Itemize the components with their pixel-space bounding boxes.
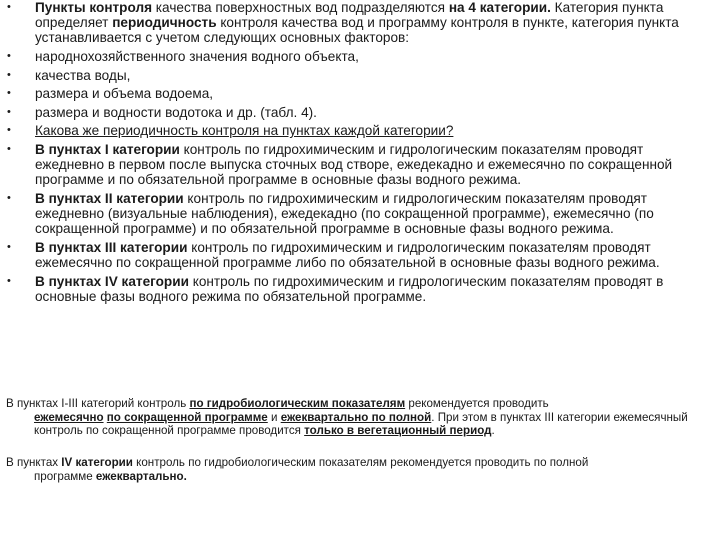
bold-text: периодичность [112, 15, 217, 31]
bullet-dot: • [7, 142, 11, 155]
hydrobio-paragraph-1 [6, 397, 716, 438]
item-text: контроля качества вод и программу контроля в пункте, категория пункта устанавливается с учетом следующих основных факторов: [35, 15, 679, 46]
bullet-dot: • [7, 240, 11, 253]
item-text: контроль по гидрохимическим и гидрологическим показателям проводят ежедневно (визуальные наблюдения), ежедекадно (по сокращенной программе), ежемесячно (по сокращенной программе) и по обязательной программе в основные фазы водного режима. [35, 190, 654, 237]
bold-underlined-text: по сокращенной программе [106, 410, 268, 424]
list-item [0, 142, 712, 188]
item-text: контроль по гидрохимическим и гидрологическим показателям проводят ежедневно в первом после выпуска сточных вод створе, ежедекадно и ежемесячно по сокращенной программе и по обязательной программе в основные фазы водного режима. [35, 141, 673, 188]
list-item [0, 68, 712, 83]
bold-underlined-text: ежемесячно [34, 410, 104, 424]
bold-underlined-text: только в вегетационный период [304, 424, 492, 438]
para-text: и [267, 410, 281, 424]
para-text: В пунктах I-III категорий контроль [6, 397, 190, 410]
bold-text: IV категории [61, 456, 133, 469]
list-item [0, 123, 712, 138]
para-text: контроль по гидробиологическим показателям рекомендуется проводить по полной [132, 456, 589, 469]
item-text: размера и объема водоема, [35, 86, 214, 102]
list-item [0, 49, 712, 64]
item-text: народнохозяйственного значения водного объекта, [35, 49, 359, 64]
bold-text: Пункты контроля [35, 0, 153, 15]
bullet-dot: • [7, 124, 11, 137]
item-text: контроль по гидрохимическим и гидрологическим показателям проводят ежемесячно по сокращенной программе либо по обязательной в основные фазы водного режима. [35, 239, 660, 271]
category-heading: В пунктах I категории [35, 141, 180, 157]
item-text: контроль по гидрохимическим и гидрологическим показателям проводят в основные фазы водного режима по обязательной программе. [35, 273, 664, 304]
bullet-dot: • [7, 68, 11, 81]
para-text: . При этом в пунктах III категории ежемесячный контроль по сокращенной программе проводится [34, 410, 688, 438]
item-text: размера и водности водотока и др. (табл. 4). [35, 104, 317, 120]
item-text: качества поверхностных вод подразделяются [152, 0, 449, 15]
category-heading: В пунктах III категории [35, 239, 188, 255]
bullet-dot: • [7, 87, 11, 100]
list-item [0, 274, 712, 304]
bullet-dot: • [7, 191, 11, 204]
bold-text: на 4 категории. [448, 0, 551, 15]
list-item [0, 191, 712, 237]
para-text: программе [34, 469, 96, 483]
item-text: Категория пункта определяет [35, 0, 664, 31]
para-text: . [491, 424, 495, 438]
hydrobio-paragraph-2 [6, 456, 716, 483]
bullet-dot: • [7, 50, 11, 62]
bold-underlined-text: по гидробиологическим показателям [189, 397, 406, 410]
para-text: В пунктах [6, 456, 62, 469]
bullet-dot: • [7, 274, 11, 287]
bold-text: ежеквартально. [95, 469, 187, 483]
para-text: рекомендуется проводить [405, 397, 549, 410]
category-heading: В пунктах IV категории [35, 273, 189, 289]
list-item [0, 240, 712, 270]
list-item [0, 105, 712, 120]
list-item [0, 0, 712, 46]
category-heading: В пунктах II категории [35, 190, 184, 206]
bullet-dot: • [7, 1, 11, 13]
bold-underlined-text: ежеквартально по полной [280, 410, 432, 424]
list-item [0, 86, 712, 101]
question-text: Какова же периодичность контроля на пунктах каждой категории? [35, 123, 454, 139]
bullet-dot: • [7, 105, 11, 118]
item-text: качества воды, [35, 67, 131, 83]
